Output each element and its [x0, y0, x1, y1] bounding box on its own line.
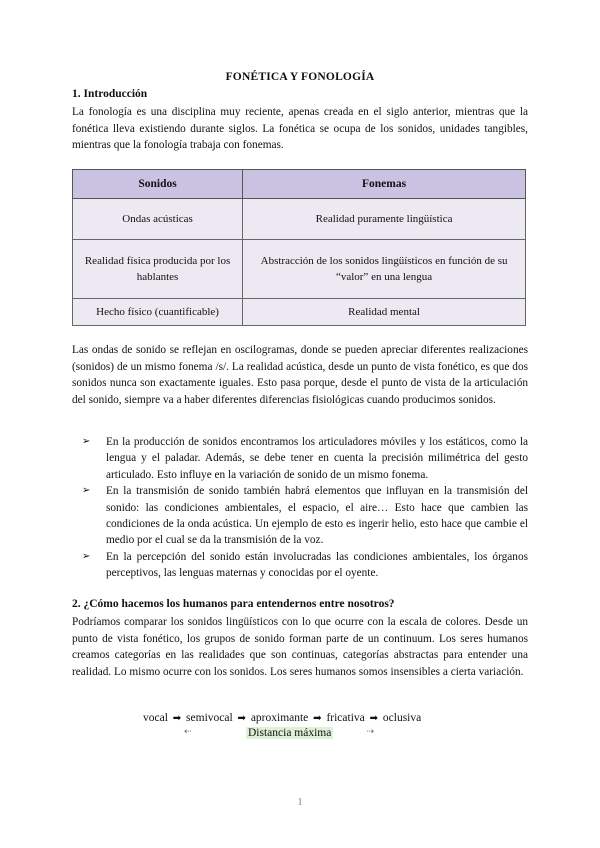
scale-item: fricativa — [326, 712, 365, 724]
list-item — [82, 549, 528, 582]
variation-bullet-list — [82, 434, 528, 582]
table-cell: Realidad física producida por los hablantes — [73, 240, 243, 299]
table-cell: Hecho físico (cuantificable) — [73, 299, 243, 326]
table-cell: Realidad mental — [243, 299, 526, 326]
scale-item: semivocal — [186, 712, 233, 724]
table-row — [73, 199, 526, 240]
section-2-paragraph: Podríamos comparar los sonidos lingüísticos con lo que ocurre con la escala de colores. Desde un punto de vista fonético, los grupos de sonido forman parte de un continuum. Los seres humanos creamos categorías en las realidades que son continuas, categorías abstractas para entender una realidad. Lo mismo ocurre con los sonidos. Los seres humanos somos insensibles a cierta variación. — [72, 616, 528, 678]
list-item-text: En la producción de sonidos encontramos los articuladores móviles y los estáticos, como la lengua y el paladar. Además, se debe tener en cuenta la precisión milimétrica del gesto articulado. Esto influye en la variación de sonido de un mismo fonema. — [106, 436, 528, 481]
table-header-sonidos: Sonidos — [73, 170, 243, 199]
list-item-text: En la transmisión de sonido también habrá elementos que influyan en la transmisión del sonido: las condiciones ambientales, el espacio, el aire… Esto hace que cambien las condiciones de la onda acústica. Un ejemplo de esto es ingerir helio, esto hace que cambie el medio por el cual se da la transmisión de la voz. — [106, 485, 528, 547]
table-cell: Abstracción de los sonidos lingüísticos en función de su “valor” en una lengua — [243, 240, 526, 299]
page-number: 1 — [297, 796, 303, 808]
table-row — [73, 299, 526, 326]
left-dashed-arrow-icon: ⇠ — [184, 727, 192, 737]
table-row — [73, 240, 526, 299]
table-header-fonemas: Fonemas — [243, 170, 526, 199]
table-cell: Realidad puramente lingüística — [243, 199, 526, 240]
bullet-arrow-icon: ➢ — [82, 485, 91, 497]
list-item-text: En la percepción del sonido están involucradas las condiciones ambientales, los órganos perceptivos, las lenguas maternas y conocidas por el oyente. — [106, 550, 528, 580]
comparison-table — [72, 169, 526, 326]
max-distance-label: Distancia máxima — [248, 727, 332, 739]
right-dashed-arrow-icon: ⇢ — [366, 727, 374, 737]
section-1-heading: 1. Introducción — [72, 88, 148, 100]
right-arrow-icon: ➡ — [313, 713, 322, 724]
right-arrow-icon: ➡ — [172, 713, 182, 724]
right-arrow-icon: ➡ — [237, 713, 246, 724]
bullet-arrow-icon: ➢ — [82, 550, 91, 562]
page-title: FONÉTICA Y FONOLOGÍA — [225, 71, 375, 83]
section-2-heading: 2. ¿Cómo hacemos los humanos para entendernos entre nosotros? — [72, 598, 395, 610]
table-header-row — [73, 170, 526, 199]
table-cell: Ondas acústicas — [73, 199, 243, 240]
bullet-arrow-icon: ➢ — [82, 436, 91, 447]
scale-item: vocal — [143, 712, 168, 724]
list-item — [82, 434, 528, 483]
right-arrow-icon: ➡ — [369, 713, 379, 724]
scale-item: oclusiva — [382, 712, 422, 724]
scale-item: aproximante — [250, 712, 309, 724]
oscillogram-paragraph: Las ondas de sonido se reflejan en oscilogramas, donde se pueden apreciar diferentes realizaciones (sonidos) de un mismo fonema /s/. La realidad acústica, desde un punto de vista fonético, es que dos sonidos nunca son exactamente iguales. Esto pasa porque, desde el punto de vista de la articulación del sonido, siempre va a haber diferentes diferencias fisiológicas cuando producimos sonidos. — [72, 344, 528, 406]
intro-paragraph: La fonología es una disciplina muy reciente, apenas creada en el siglo anterior, mientras que la fonética lleva existiendo durante siglos. La fonética se ocupa de los sonidos, unidades tangibles, mientras que la fonología trabaja con fonemas. — [72, 106, 528, 152]
sound-continuum-scale — [143, 712, 421, 724]
max-distance-indicator — [184, 727, 374, 743]
list-item — [82, 483, 528, 549]
